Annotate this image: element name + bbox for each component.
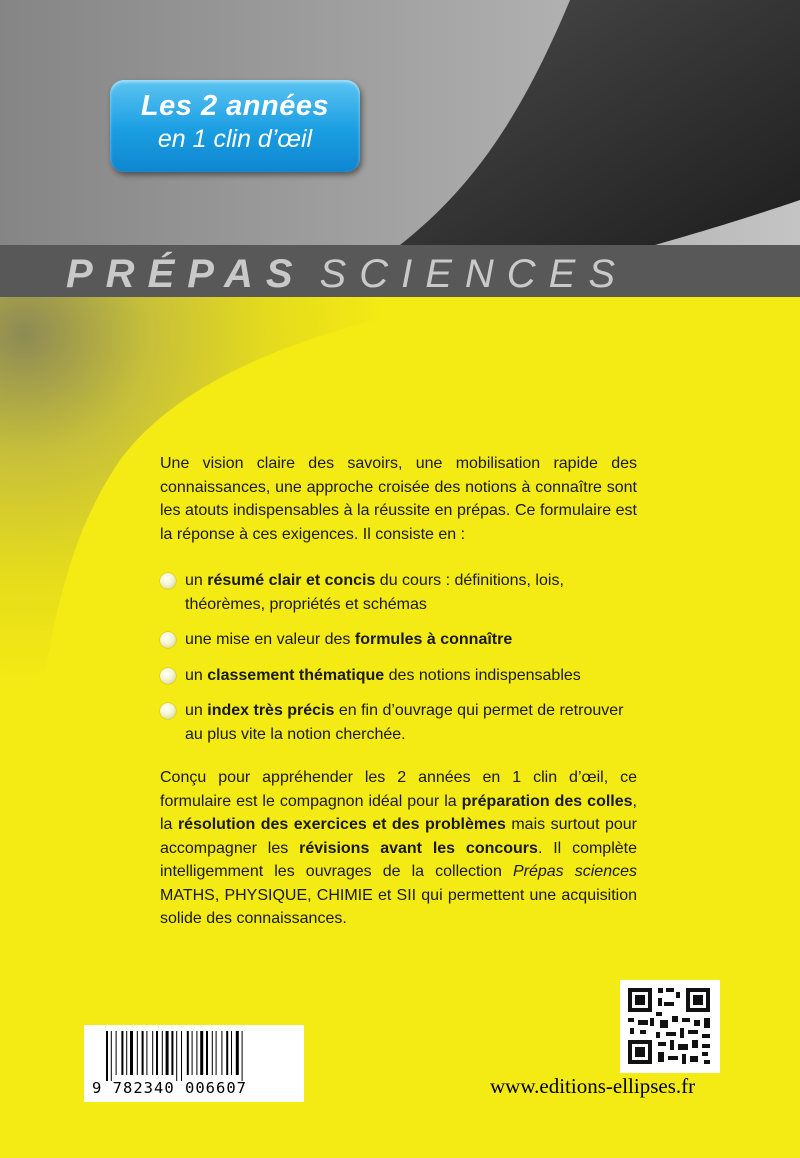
barcode-bar — [216, 1031, 217, 1075]
barcode-bar — [196, 1031, 197, 1075]
badge-les-2-annees — [110, 80, 360, 172]
barcode-bar — [137, 1031, 138, 1075]
barcode-bar — [126, 1031, 127, 1075]
feature-item: un résumé clair et concis du cours : définitions, lois, théorèmes, propriétés et schémas — [160, 569, 637, 616]
barcode-bar — [176, 1031, 177, 1081]
badge-line-1: Les 2 années — [140, 90, 330, 122]
barcode-bar — [116, 1031, 117, 1075]
barcode-bar — [156, 1031, 158, 1075]
barcode-bar — [142, 1031, 144, 1075]
barcode-bar — [206, 1031, 208, 1075]
barcode-bar — [231, 1031, 232, 1075]
isbn-number: 9 782340 006607 — [92, 1079, 247, 1097]
features-list — [160, 569, 637, 746]
barcode-bar — [121, 1031, 123, 1075]
barcode-bar — [162, 1031, 163, 1075]
collection-word-sciences: SCIENCES — [319, 252, 629, 296]
barcode — [84, 1025, 304, 1102]
barcode-bar — [171, 1031, 173, 1075]
description — [160, 452, 637, 931]
barcode-bar — [226, 1031, 228, 1075]
barcode-bar — [212, 1031, 213, 1075]
barcode-bar — [236, 1031, 239, 1075]
publisher-website[interactable]: www.editions-ellipses.fr — [490, 1074, 696, 1098]
bullet-icon — [160, 573, 176, 589]
barcode-bar — [181, 1031, 182, 1081]
barcode-bar — [187, 1031, 189, 1075]
barcode-bar — [192, 1031, 193, 1075]
barcode-bar — [152, 1031, 153, 1075]
collection-name — [66, 252, 628, 297]
qr-code[interactable] — [620, 980, 720, 1073]
bullet-icon — [160, 668, 176, 684]
badge-line-2: en 1 clin d’œil — [157, 125, 313, 153]
barcode-bar — [130, 1031, 133, 1075]
bullet-icon — [160, 703, 176, 719]
barcode-bar — [146, 1031, 147, 1075]
feature-item: un index très précis en fin d’ouvrage qui permet de retrouver au plus vite la notion cherchée. — [160, 699, 637, 746]
collection-word-prepas: PRÉPAS — [66, 252, 306, 296]
conclusion-paragraph: Conçu pour appréhender les 2 années en 1 clin d’œil, ce formulaire est le compagnon idéal pour la préparation des colles, la résolution des exercices et des problèmes mais surtout pour accompagner les révisions avant les concours. Il complète intelligemment les ouvrages de la collection Prépas sciences MATHS, PHYSIQUE, CHIMIE et SII qui permettent une acquisition solide des connaissances. — [160, 769, 638, 927]
barcode-bar — [200, 1031, 203, 1075]
feature-item: une mise en valeur des formules à connaître — [160, 628, 637, 652]
intro-paragraph: Une vision claire des savoirs, une mobilisation rapide des connaissances, une approche croisée des notions à connaître sont les atouts indispensables à la réussite en prépas. Ce formulaire est la réponse à ces exigences. Il consiste en : — [160, 455, 637, 543]
barcode-bar — [166, 1031, 169, 1075]
barcode-bar — [106, 1031, 108, 1081]
barcode-bar — [242, 1031, 243, 1081]
feature-item: un classement thématique des notions indispensables — [160, 664, 637, 688]
barcode-bar — [111, 1031, 112, 1081]
bullet-icon — [160, 632, 176, 648]
barcode-bar — [221, 1031, 222, 1075]
qr-code-icon — [620, 980, 720, 1073]
